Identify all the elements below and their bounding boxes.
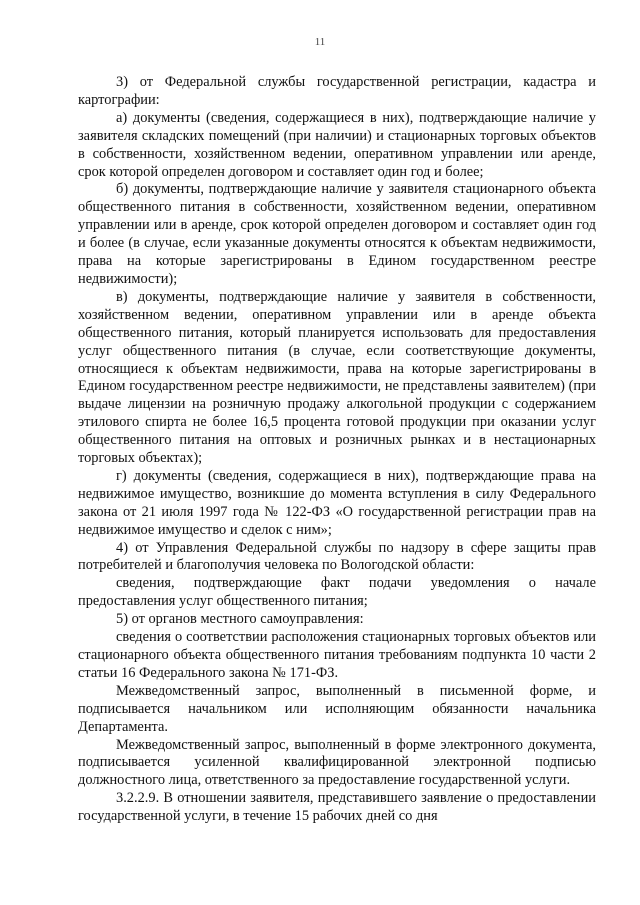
page-number: 11 [314,36,326,48]
paragraph-notification-info: сведения, подтверждающие факт подачи уведомления о начале предоставления услуг общественного питания; [78,575,596,610]
paragraph-subitem-b: б) документы, подтверждающие наличие у заявителя стационарного объекта общественного питания в собственности, хозяйственном ведении, оперативном управлении или в аренде, срок которой определен договором и составляет один год и более (в случае, если указанные документы относятся к объектам недвижимости, права на которые зарегистрированы в Едином государственном реестре недвижимости); [78,181,596,287]
paragraph-item-5-local-government: 5) от органов местного самоуправления: [116,611,364,628]
paragraph-item-4-rospotrebnadzor: 4) от Управления Федеральной службы по надзору в сфере защиты прав потребителей и благополучия человека по Вологодской области: [78,539,596,574]
document-body [78,74,596,826]
paragraph-subitem-a: а) документы (сведения, содержащиеся в них), подтверждающие наличие у заявителя складских помещений (при наличии) и стационарных торговых объектов в собственности, хозяйственном ведении, оперативном управлении или аренде, срок которой определен договором и составляет один год и более; [78,109,596,180]
paragraph-placement-info: сведения о соответствии расположения стационарных торговых объектов или стационарного объекта общественного питания требованиям подпункта 10 части 2 статьи 16 Федерального закона № 171-ФЗ. [78,629,596,681]
paragraph-3-2-2-9: 3.2.2.9. В отношении заявителя, представившего заявление о предоставлении государственной услуги, в течение 15 рабочих дней со дня [78,790,596,825]
paragraph-written-request: Межведомственный запрос, выполненный в письменной форме, и подписывается начальником или исполняющим обязанности начальника Департамента. [78,682,596,735]
paragraph-subitem-g: г) документы (сведения, содержащиеся в них), подтверждающие права на недвижимое имущество, возникшие до момента вступления в силу Федерального закона от 21 июля 1997 года № 122-ФЗ «О государственной регистрации прав на недвижимое имущество и сделок с ним»; [78,467,596,538]
paragraph-electronic-request: Межведомственный запрос, выполненный в форме электронного документа, подписывается усиленной квалифицированной электронной подписью должностного лица, ответственного за предоставление государственной услуги. [78,736,596,789]
paragraph-item-3-rosreestr: 3) от Федеральной службы государственной регистрации, кадастра и картографии: [78,74,596,108]
paragraph-subitem-v: в) документы, подтверждающие наличие у заявителя в собственности, хозяйственном ведении, оперативном управлении или в аренде объекта общественного питания, который планируется использовать для предоставления услуг общественного питания (в случае, если соответствующие документы, относящиеся к объектам недвижимости, права на которые зарегистрированы в Едином государственном реестре недвижимости, не представлены заявителем) (при выдаче лицензии на розничную продажу алкогольной продукции с содержанием этилового спирта не более 16,5 процента готовой продукции при оказании услуг общественного питания на оптовых и розничных рынках и в нестационарных торговых объектах); [78,288,596,467]
